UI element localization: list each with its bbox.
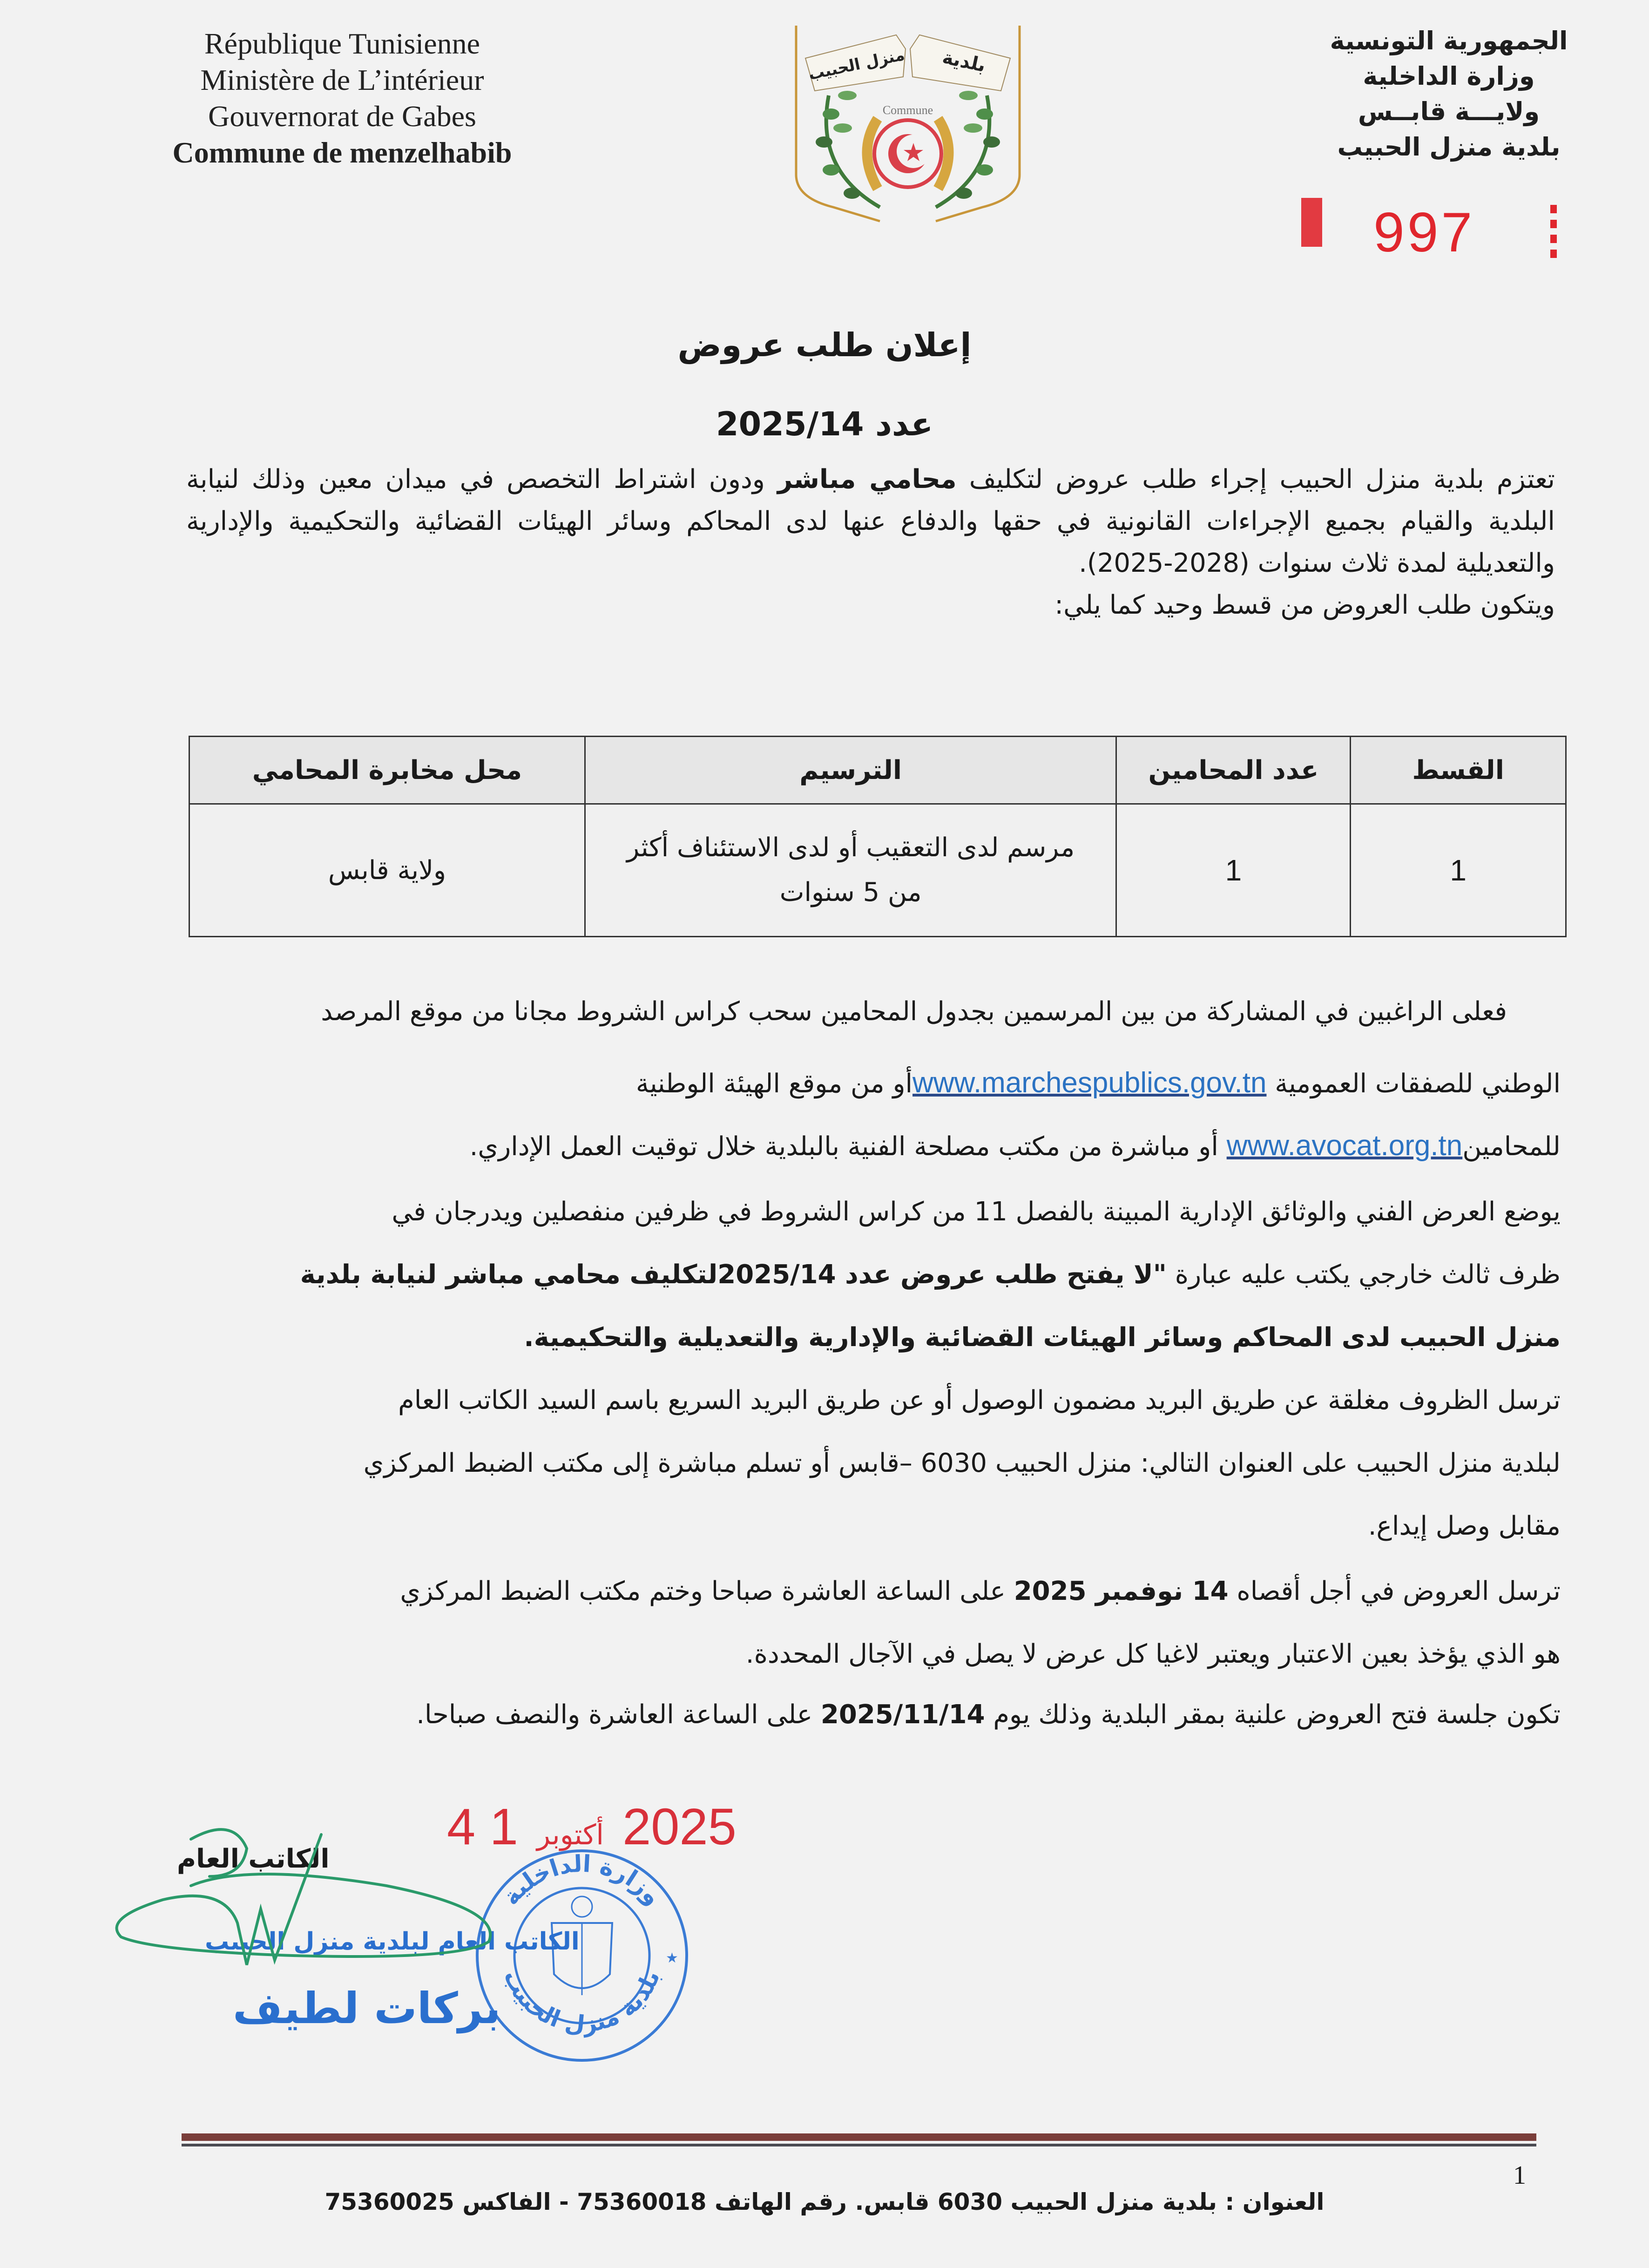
footer-divider [182, 2133, 1536, 2141]
ar-commune: بلدية منزل الحبيب [1337, 132, 1561, 162]
header-arabic [1318, 23, 1579, 165]
intro-text-bold: محامي مباشر [777, 464, 957, 494]
header-french [149, 26, 535, 171]
body-line-5 [300, 1259, 1561, 1290]
cell-registration [585, 804, 1116, 937]
seal-star-icon: ★ [666, 1950, 678, 1966]
body-line-12 [416, 1699, 1561, 1730]
ref-stamp-mark [1301, 198, 1322, 247]
reference-number: 997 [1373, 201, 1475, 264]
cell-lot: 1 [1351, 804, 1566, 937]
body-line-12-bold: 2025/11/14 [820, 1699, 985, 1730]
fr-commune: Commune de menzelhabib [172, 136, 512, 169]
footer-divider-thin [182, 2144, 1536, 2146]
cell-location: ولاية قابس [189, 804, 585, 937]
th-lawyer-count: عدد المحامين [1116, 737, 1351, 804]
lots-table [189, 736, 1567, 937]
body-line-12b: على الساعة العاشرة والنصف صباحا. [416, 1699, 821, 1730]
crescent-star-icon [874, 120, 941, 187]
stamp-title-line: الكاتب العام لبلدية منزل الحبيب [205, 1928, 580, 1956]
th-lot: القسط [1351, 737, 1566, 804]
date-year: 2025 [622, 1798, 737, 1855]
registration-line2: من 5 سنوات [779, 877, 922, 907]
date-day: 1 4 [447, 1798, 518, 1855]
intro-paragraph [186, 459, 1555, 626]
ref-stamp-dots [1550, 205, 1557, 261]
signatory-name: بركات لطيف [233, 1984, 501, 2033]
body-line-5a: ظرف ثالث خارجي يكتب عليه عبارة [1166, 1259, 1561, 1290]
registration-line1: مرسم لدى التعقيب أو لدى الاستئناف أكثر [627, 833, 1075, 863]
fr-ministry: Ministère de L’intérieur [200, 63, 484, 96]
emblem-banner-left: منزل الحبيب [806, 45, 906, 84]
intro-lots-sentence: ويتكون طلب العروض من قسط وحيد كما يلي: [1054, 590, 1555, 620]
ar-republic: الجمهورية التونسية [1330, 26, 1568, 55]
fr-republic: République Tunisienne [204, 27, 480, 60]
body-line-10-bold: 14 نوفمبر 2025 [1014, 1576, 1229, 1606]
link-avocat[interactable]: www.avocat.org.tn [1226, 1130, 1463, 1162]
body-line-1: فعلى الراغبين في المشاركة من بين المرسمين بجدول المحامين سحب كراس الشروط مجانا من موقع المرصد [321, 996, 1507, 1027]
emblem-center-text: Commune [882, 103, 933, 117]
handwritten-signature [107, 1807, 526, 2002]
table-row [189, 804, 1566, 937]
intro-text-b: ودون اشتراط التخصص في ميدان معين وذلك لنيابة البلدية والقيام بجميع الإجراءات القانونية في حقها والدفاع عنها لدى المحاكم وسائر الهيئات القضائية والتحكيمية والإدارية والتعديلية لمدة ثلاث سنوات (2028-2025). [186, 464, 1555, 578]
link-marchespublics[interactable]: www.marchespublics.gov.tn [912, 1067, 1267, 1099]
ar-ministry: وزارة الداخلية [1363, 61, 1535, 91]
body-line-8: لبلدية منزل الحبيب على العنوان التالي: منزل الحبيب 6030 –قابس أو تسلم مباشرة إلى مكتب الضبط المركزي [363, 1448, 1561, 1478]
body-line-11: هو الذي يؤخذ بعين الاعتبار ويعتبر لاغيا كل عرض لا يصل في الآجال المحددة. [745, 1639, 1561, 1669]
page-title: إعلان طلب عروض [677, 326, 972, 364]
date-month: أكتوبر [536, 1819, 604, 1851]
footer-address: العنوان : بلدية منزل الحبيب 6030 قابس. رقم الهاتف 75360018 - الفاكس 75360025 [324, 2188, 1325, 2215]
body-line-10a: ترسل العروض في أجل أقصاه [1228, 1576, 1561, 1606]
th-location: محل مخابرة المحامي [189, 737, 585, 804]
emblem-banner-right: بلدية [940, 46, 988, 77]
tender-number: عدد 2025/14 [716, 405, 933, 443]
cell-count: 1 [1116, 804, 1351, 937]
body-line-2b: أو من موقع الهيئة الوطنية [635, 1069, 913, 1099]
body-line-7: ترسل الظروف مغلقة عن طريق البريد مضمون الوصول أو عن طريق البريد السريع باسم السيد الكاتب العام [398, 1385, 1561, 1415]
body-line-10b: على الساعة العاشرة صباحا وختم مكتب الضبط المركزي [400, 1576, 1014, 1606]
th-registration: الترسيم [585, 737, 1116, 804]
page-number: 1 [1513, 2161, 1526, 2190]
body-line-3a: للمحامين [1462, 1131, 1561, 1162]
body-line-10 [400, 1576, 1561, 1606]
signatory-title: الكاتب العام [177, 1844, 330, 1874]
body-line-3 [470, 1129, 1561, 1162]
body-line-12a: تكون جلسة فتح العروض علنية بمقر البلدية وذلك يوم [985, 1699, 1561, 1730]
body-line-2 [636, 1066, 1561, 1099]
intro-text-a: تعتزم بلدية منزل الحبيب إجراء طلب عروض لتكليف [956, 464, 1555, 494]
body-line-6: منزل الحبيب لدى المحاكم وسائر الهيئات القضائية والإدارية والتعديلية والتحكيمية. [524, 1322, 1561, 1353]
table-header-row [189, 737, 1566, 804]
body-line-3b: أو مباشرة من مكتب مصلحة الفنية بالبلدية خلال توقيت العمل الإداري. [469, 1131, 1227, 1162]
seal-text-top: وزارة الداخلية [497, 1850, 667, 1910]
body-line-5-bold: "لا يفتح طلب عروض عدد 2025/14لتكليف محامي مباشر لنيابة بلدية [300, 1259, 1167, 1290]
fr-governorate: Gouvernorat de Gabes [208, 100, 476, 133]
municipality-emblem [787, 21, 1029, 226]
body-line-2a: الوطني للصفقات العمومية [1266, 1069, 1561, 1099]
body-line-4: يوضع العرض الفني والوثائق الإدارية المبينة بالفصل 11 من كراس الشروط في ظرفين منفصلين ويدرجان في [392, 1197, 1561, 1227]
seal-text-bottom: بلدية منزل الحبيب [498, 1965, 665, 2038]
body-line-9: مقابل وصل إيداع. [1368, 1511, 1561, 1541]
ar-governorate: ولايـــة قابــس [1358, 97, 1540, 126]
